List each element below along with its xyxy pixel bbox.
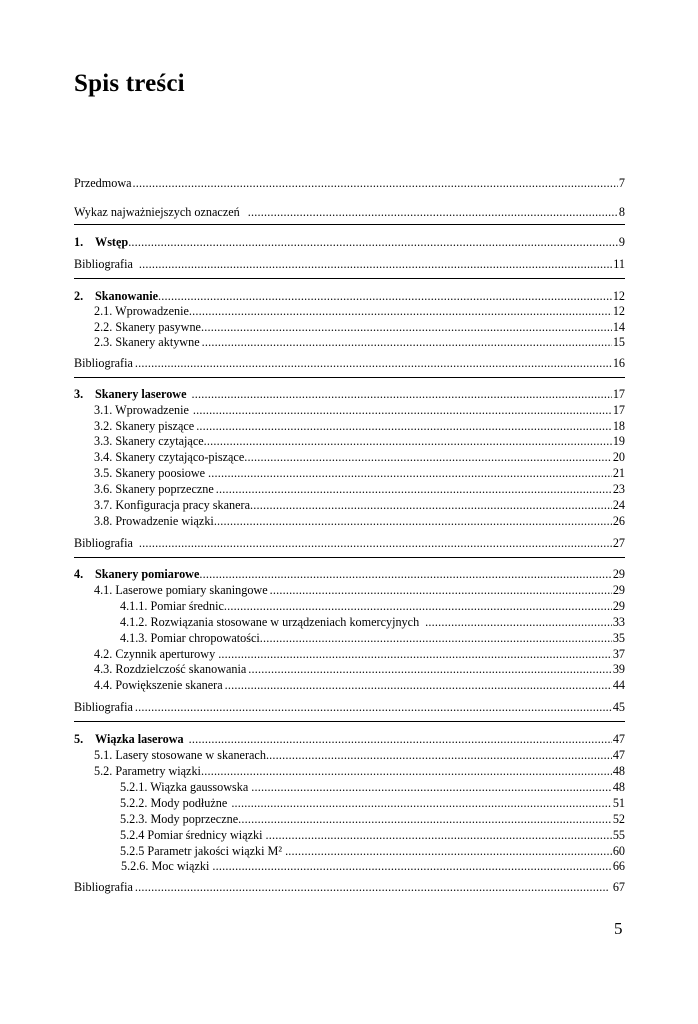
toc-bibliography	[74, 880, 625, 895]
toc-entry-page: 29	[612, 583, 625, 597]
dot-leader	[193, 403, 612, 418]
dot-leader	[214, 514, 612, 529]
toc-entry-label: 5.2.3. Mody poprzeczne	[120, 812, 239, 826]
toc-entry-label: 2.2. Skanery pasywne	[94, 320, 201, 334]
toc-section	[74, 466, 625, 481]
toc-entry-page: 17	[612, 403, 625, 417]
toc-entry-page: 48	[612, 780, 625, 794]
toc-chapter-label: Skanowanie	[95, 289, 158, 303]
toc-entry-page: 9	[618, 235, 625, 249]
toc-bibliography	[74, 536, 625, 551]
chapter-number: 2.	[74, 289, 84, 303]
toc-section	[74, 748, 625, 763]
dot-leader	[248, 205, 618, 220]
toc-subsection	[74, 828, 625, 843]
dot-leader	[216, 482, 612, 497]
dot-leader	[133, 176, 618, 191]
toc-entry-label: 3.1. Wprowadzenie	[94, 403, 189, 417]
toc-entry-label: 4.1.2. Rozwiązania stosowane w urządzeniach komercyjnych	[120, 615, 420, 629]
dot-leader	[135, 880, 609, 895]
toc-entry-label: 3.3. Skanery czytające	[94, 434, 204, 448]
dot-leader	[244, 450, 612, 465]
chapter-number: 4.	[74, 567, 84, 581]
dot-leader	[204, 434, 612, 449]
dot-leader	[189, 304, 612, 319]
toc-entry-label: Bibliografia	[74, 356, 133, 370]
toc-entry-page: 55	[612, 828, 625, 842]
toc-entry-page: 23	[612, 482, 625, 496]
toc-entry-page: 52	[612, 812, 625, 826]
page-number: 5	[614, 919, 623, 938]
toc-section	[74, 335, 625, 350]
toc-entry-label: 5.2.1. Wiązka gaussowska	[120, 780, 249, 794]
toc-entry-page: 21	[612, 466, 625, 480]
toc-entry-page: 7	[618, 176, 625, 190]
dot-leader	[248, 662, 612, 677]
toc-chapter	[74, 289, 625, 304]
toc-section	[74, 320, 625, 335]
dot-leader	[251, 780, 612, 795]
dot-leader	[128, 235, 618, 250]
toc-entry-label: 4.2. Czynnik aperturowy	[94, 647, 216, 661]
toc-entry-page: 29	[612, 567, 625, 581]
toc-entry-page: 12	[612, 304, 625, 318]
toc-section	[74, 482, 625, 497]
toc-section	[74, 678, 625, 693]
toc-entry-page: 45	[612, 700, 625, 714]
toc-entry-page: 19	[612, 434, 625, 448]
toc-entry	[74, 176, 625, 191]
toc-section	[74, 514, 625, 529]
toc-entry-page: 16	[612, 356, 625, 370]
toc-entry	[74, 205, 625, 220]
toc-entry-page: 12	[612, 289, 625, 303]
toc-entry-label: 4.4. Powiększenie skanera	[94, 678, 223, 692]
toc-section	[74, 647, 625, 662]
toc-subsection	[74, 615, 625, 630]
toc-entry-page: 39	[612, 662, 625, 676]
toc-entry-page: 26	[612, 514, 625, 528]
toc-subsection	[74, 859, 625, 874]
toc-bibliography	[74, 257, 625, 272]
toc-entry-page: 11	[613, 257, 625, 271]
page-title: Spis treści	[74, 70, 185, 97]
toc-entry-label: 3.6. Skanery poprzeczne	[94, 482, 214, 496]
toc-entry-page: 47	[612, 748, 625, 762]
dot-leader	[250, 498, 612, 513]
dot-leader	[192, 387, 612, 402]
toc-entry-page: 66	[612, 859, 625, 873]
dot-leader	[285, 844, 612, 859]
toc-entry-label: 3.2. Skanery piszące	[94, 419, 195, 433]
toc-bibliography	[74, 700, 625, 715]
separator-line	[74, 224, 625, 225]
toc-subsection	[74, 599, 625, 614]
dot-leader	[425, 615, 612, 630]
toc-entry-label: 2.3. Skanery aktywne	[94, 335, 200, 349]
dot-leader	[201, 320, 612, 335]
dot-leader	[224, 599, 612, 614]
toc-entry-page: 8	[618, 205, 625, 219]
toc-entry-label: 3.5. Skanery poosiowe	[94, 466, 206, 480]
dot-leader	[218, 647, 612, 662]
toc-entry-label: 3.7. Konfiguracja pracy skanera	[94, 498, 250, 512]
toc-entry-page: 51	[612, 796, 625, 810]
dot-leader	[135, 356, 612, 371]
toc-entry-label: Wykaz najważniejszych oznaczeń	[74, 205, 240, 219]
dot-leader	[196, 419, 612, 434]
dot-leader	[225, 678, 612, 693]
toc-entry-page: 60	[612, 844, 625, 858]
dot-leader	[266, 828, 612, 843]
dot-leader	[135, 700, 612, 715]
toc-entry-page: 17	[612, 387, 625, 401]
toc-entry-page: 47	[612, 732, 625, 746]
toc-chapter-label: Wstęp	[95, 235, 129, 249]
toc-entry-page: 29	[612, 599, 625, 613]
chapter-number: 1.	[74, 235, 84, 249]
toc-entry-label: Bibliografia	[74, 536, 133, 550]
toc-chapter-label: Skanery laserowe	[95, 387, 187, 401]
dot-leader	[238, 812, 612, 827]
dot-leader	[139, 536, 612, 551]
dot-leader	[260, 631, 612, 646]
dot-leader	[266, 748, 612, 763]
dot-leader	[270, 583, 612, 598]
toc-entry-page: 14	[612, 320, 625, 334]
dot-leader	[158, 289, 612, 304]
toc-entry-label: Bibliografia	[74, 700, 133, 714]
toc-subsection	[74, 796, 625, 811]
toc-entry-label: 5.2.4 Pomiar średnicy wiązki	[120, 828, 263, 842]
toc-section	[74, 434, 625, 449]
toc-chapter	[74, 732, 625, 747]
toc-entry-page: 27	[612, 536, 625, 550]
toc-chapter-label: Skanery pomiarowe	[95, 567, 200, 581]
toc-subsection	[74, 844, 625, 859]
dot-leader	[202, 335, 612, 350]
toc-entry-label: 2.1. Wprowadzenie	[94, 304, 189, 318]
toc-entry-label: 3.8. Prowadzenie wiązki	[94, 514, 214, 528]
dot-leader	[139, 257, 612, 272]
toc-entry-label: 5.2. Parametry wiązki	[94, 764, 201, 778]
toc-subsection	[74, 780, 625, 795]
toc-entry-label: 5.2.5 Parametr jakości wiązki M²	[120, 844, 283, 858]
toc-entry-page: 20	[612, 450, 625, 464]
toc-entry-label: 4.3. Rozdzielczość skanowania	[94, 662, 247, 676]
separator-line	[74, 278, 625, 279]
dot-leader	[199, 567, 611, 582]
chapter-number: 3.	[74, 387, 84, 401]
toc-entry-page: 18	[612, 419, 625, 433]
toc-chapter	[74, 387, 625, 402]
separator-line	[74, 557, 625, 558]
toc-chapter-label: Wiązka laserowa	[95, 732, 184, 746]
dot-leader	[201, 764, 612, 779]
dot-leader	[231, 796, 612, 811]
toc-entry-label: Przedmowa	[74, 176, 132, 190]
toc-section	[74, 450, 625, 465]
toc-subsection	[74, 631, 625, 646]
toc-entry-page: 33	[612, 615, 625, 629]
toc-section	[74, 419, 625, 434]
toc-entry-label: 3.4. Skanery czytająco-piszące	[94, 450, 245, 464]
dot-leader	[212, 859, 611, 874]
toc-entry-page: 44	[612, 678, 625, 692]
toc-subsection	[74, 812, 625, 827]
toc-chapter	[74, 235, 625, 250]
toc-section	[74, 498, 625, 513]
separator-line	[74, 377, 625, 378]
toc-section	[74, 764, 625, 779]
toc-entry-page: 48	[612, 764, 625, 778]
toc-entry-page: 15	[612, 335, 625, 349]
toc-section	[74, 403, 625, 418]
toc-entry-page: 67	[612, 880, 625, 894]
separator-line	[74, 721, 625, 722]
toc-entry-label: 4.1. Laserowe pomiary skaningowe	[94, 583, 268, 597]
toc-entry-page: 35	[612, 631, 625, 645]
toc-entry-label: Bibliografia	[74, 257, 133, 271]
toc-entry-label: 4.1.3. Pomiar chropowatości	[120, 631, 260, 645]
toc-entry-label: 5.2.2. Mody podłużne	[120, 796, 228, 810]
toc-entry-page: 37	[612, 647, 625, 661]
toc-section	[74, 304, 625, 319]
toc-section	[74, 583, 625, 598]
dot-leader	[189, 732, 612, 747]
toc-entry-label: 5.1. Lasery stosowane w skanerach	[94, 748, 266, 762]
toc-chapter	[74, 567, 625, 582]
chapter-number: 5.	[74, 732, 84, 746]
toc-bibliography	[74, 356, 625, 371]
toc-entry-label: 4.1.1. Pomiar średnic	[120, 599, 224, 613]
toc-entry-label: 5.2.6. Moc wiązki	[121, 859, 210, 873]
toc-entry-label: Bibliografia	[74, 880, 133, 894]
toc-entry-page: 24	[612, 498, 625, 512]
toc-section	[74, 662, 625, 677]
dot-leader	[208, 466, 612, 481]
